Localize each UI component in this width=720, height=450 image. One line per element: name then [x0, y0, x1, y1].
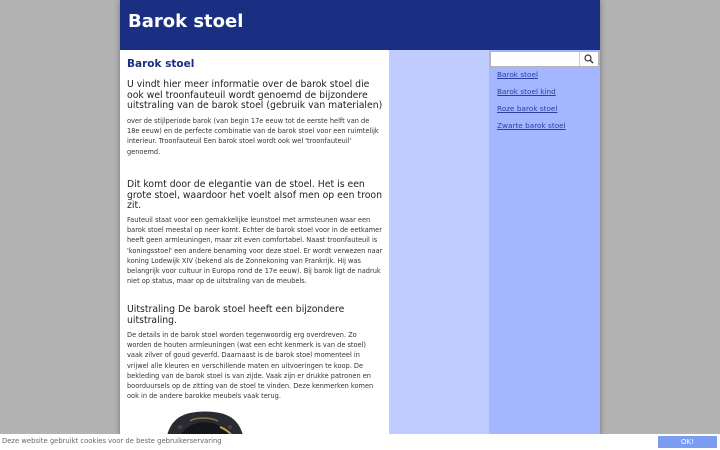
page-container	[120, 0, 600, 450]
section-1-body: over de stijlperiode barok (van begin 17e eeuw tot de eerste helft van de 18e eeuw) en de perfecte combinatie van de barok stoel voor een ruimtelijk interieur. Troonfauteuil Een barok stoel wordt ook wel 'troonfauteuil' genoemd.	[127, 117, 379, 156]
site-title[interactable]: Barok stoel	[128, 11, 244, 32]
cookie-bar	[0, 434, 720, 450]
middle-column	[389, 50, 489, 450]
sidebar-link-roze-barok-stoel[interactable]: Roze barok stoel	[497, 104, 558, 113]
page-title: Barok stoel	[127, 58, 195, 70]
section-3-body: De details in de barok stoel worden tegenwoordig erg overdreven. Zo worden de houten armleuningen (wat een echt kenmerk is van de stoel) vaak zilver of goud geverfd. Daarnaast is de barok stoel momenteel in vrijwel alle kleuren en verschillende maten en uitvoeringen te koop. De bekleding van de barok stoel is van zijde. Vaak zijn er drukke patronen en boorduursels op de zitting van de stoel te vinden. Deze kenmerken komen ook in de andere barokke meubels vaak terug.	[127, 331, 374, 401]
main-content	[120, 50, 389, 450]
sidebar-links	[497, 71, 566, 139]
sidebar	[489, 50, 600, 450]
section-1-heading: U vindt hier meer informatie over de barok stoel die ook wel troonfauteuil wordt genoemd de bijzondere uitstraling van de barok stoel (gebruik van materialen)	[127, 79, 383, 111]
search-input[interactable]	[491, 52, 582, 66]
sidebar-link-zwarte-barok-stoel[interactable]: Zwarte barok stoel	[497, 121, 566, 130]
site-header	[120, 0, 600, 50]
sidebar-link-barok-stoel-kind[interactable]: Barok stoel kind	[497, 87, 556, 96]
cookie-text: Deze website gebruikt cookies voor de beste gebruikerservaring	[2, 437, 222, 445]
sidebar-link-barok-stoel[interactable]: Barok stoel	[497, 70, 538, 79]
search-box	[490, 51, 599, 67]
section-2-body: Fauteuil staat voor een gemakkelijke leunstoel met armsteunen waar een barok stoel meestal op neer komt. Echter de barok stoel voor in de eetkamer heeft geen armleuningen, maar zit even comfortabel. Naast troonfauteuil is 'koningsstoel' een andere benaming voor deze stoel. Er wordt verwezen naar koning Lodewijk XIV (bekend als de Zonnekoning van Frankrijk. Hij was belangrijk voor cultuur in Europa rond de 17e eeuw). Bij barok ligt de nadruk niet op status, maar op de uitstraling van de meubels.	[127, 216, 383, 286]
section-3-heading: Uitstraling De barok stoel heeft een bijzondere uitstraling.	[127, 304, 345, 326]
cookie-accept-button[interactable]: OK!	[658, 436, 717, 448]
search-button[interactable]	[579, 52, 598, 66]
section-2-heading: Dit komt door de elegantie van de stoel. Het is een grote stoel, waardoor het voelt alsof men op een troon zit.	[127, 179, 382, 211]
magnifier-icon	[584, 54, 594, 64]
